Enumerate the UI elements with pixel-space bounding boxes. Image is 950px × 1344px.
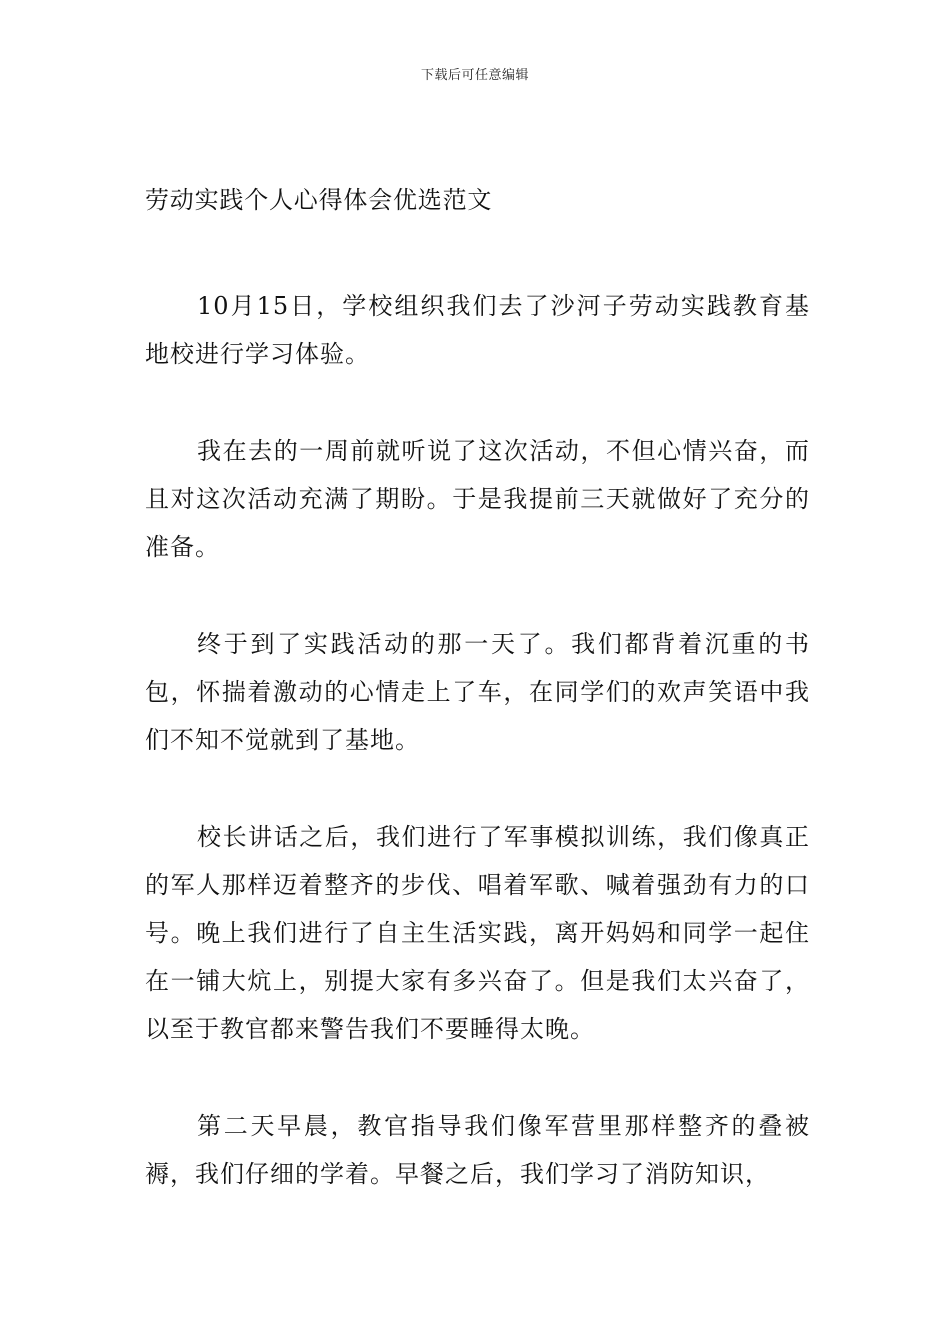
paragraph-1: 10月15日，学校组织我们去了沙河子劳动实践教育基地校进行学习体验。 (145, 292, 810, 368)
document-body (145, 282, 810, 1247)
header-note: 下载后可任意编辑 (420, 68, 529, 83)
paragraph-5: 第二天早晨，教官指导我们像军营里那样整齐的叠被褥，我们仔细的学着。早餐之后，我们学习了消防知识， (145, 1112, 810, 1188)
document-title: 劳动实践个人心得体会优选范文 (145, 186, 493, 214)
paragraph-4: 校长讲话之后，我们进行了军事模拟训练，我们像真正的军人那样迈着整齐的步伐、唱着军歌、喊着强劲有力的口号。晚上我们进行了自主生活实践，离开妈妈和同学一起住在一铺大炕上，别提大家有多兴奋了。但是我们太兴奋了，以至于教官都来警告我们不要睡得太晚。 (145, 823, 810, 1043)
paragraph-3: 终于到了实践活动的那一天了。我们都背着沉重的书包，怀揣着激动的心情走上了车，在同学们的欢声笑语中我们不知不觉就到了基地。 (145, 630, 810, 754)
paragraph-2: 我在去的一周前就听说了这次活动，不但心情兴奋，而且对这次活动充满了期盼。于是我提前三天就做好了充分的准备。 (145, 437, 810, 561)
